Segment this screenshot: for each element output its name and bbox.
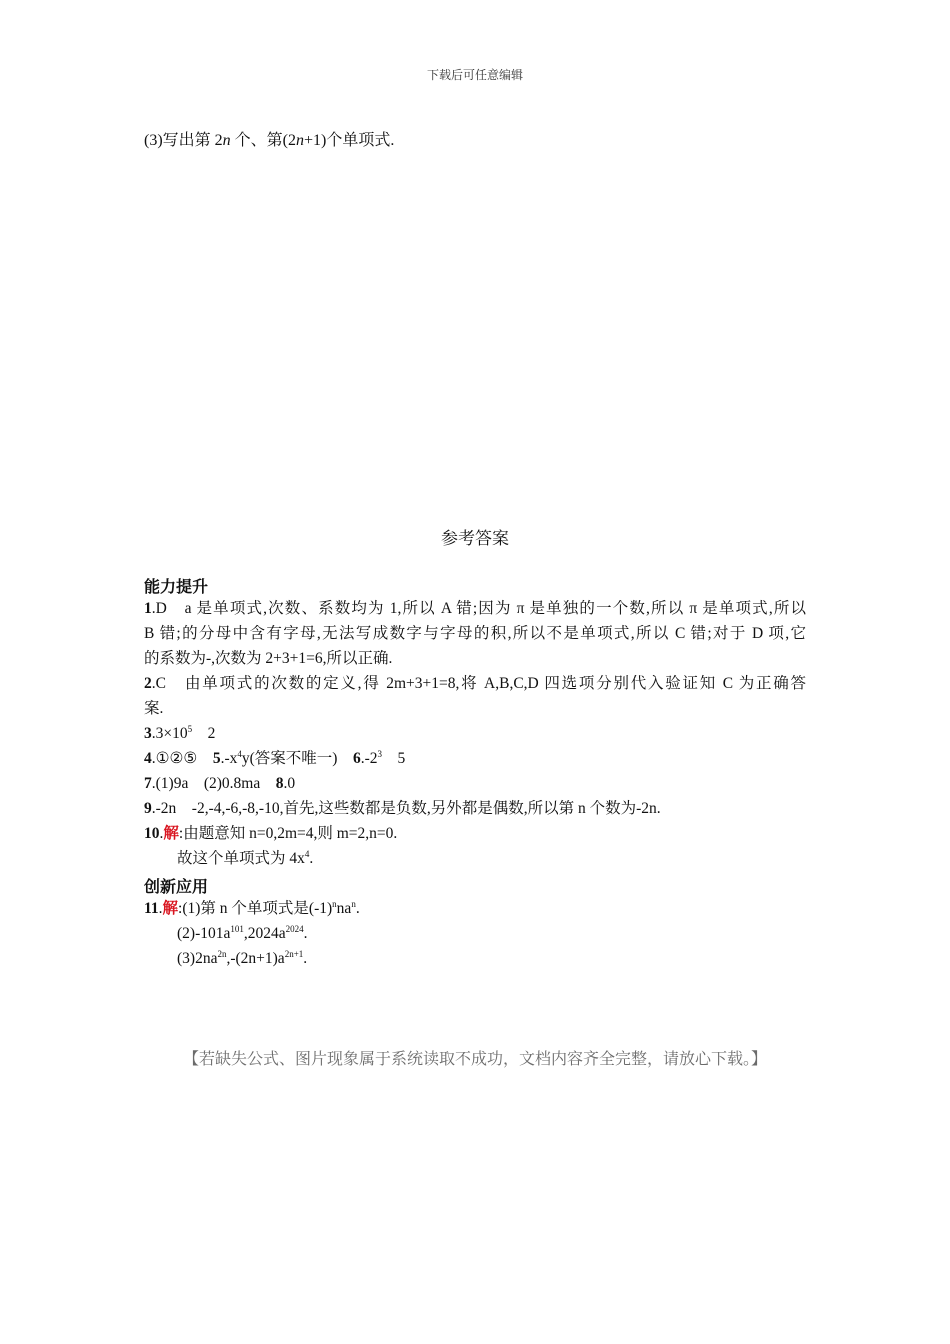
answer-1-line-1: 1.D a 是单项式,次数、系数均为 1,所以 A 错;因为 π 是单独的一个数,所以 π 是单项式,所以 <box>144 600 806 617</box>
section-innovation: 创新应用 <box>144 877 209 896</box>
answer-11-line-1: 11.解:(1)第 n 个单项式是$(-1)^nna^n$. <box>144 899 360 917</box>
answer-9: 9.-2n -2,-4,-6,-8,-10,首先,这些数都是负数,另外都是偶数,所以第 n 个数为-2n. <box>144 800 661 817</box>
answer-2-line-2: 案. <box>144 700 164 717</box>
answer-2-line-1: 2.C 由单项式的次数的定义,得 2m+3+1=8,将 A,B,C,D 四选项分别代入验证知 C 为正确答 <box>144 675 806 692</box>
answer-10-line-2: 故这个单项式为 $4x^4$. <box>177 849 314 867</box>
section-ability: 能力提升 <box>144 577 209 596</box>
download-notice: 【若缺失公式、图片现象属于系统读取不成功，文档内容齐全完整，请放心下载。】 <box>182 1051 767 1068</box>
answer-11-line-3: $(3)2na^{2n},-(2n+1)a^{2n+1}$. <box>177 949 308 967</box>
question-3: (3)写出第 2n 个、第(2n+1)个单项式. <box>144 132 395 149</box>
answer-3: $3.3\times 10^5$ 2 <box>144 724 216 742</box>
answer-10-line-1: 10.解:由题意知 n=0,2m=4,则 m=2,n=0. <box>144 825 398 842</box>
page-header: 下载后可任意编辑 <box>426 68 523 82</box>
answers-4-5-6: 4.①②⑤ $5.-x^4y$(答案不唯一) $6.-2^3$ 5 <box>144 749 406 767</box>
answer-11-line-2: $(2)-101a^{101},2024a^{2024}$. <box>177 924 308 942</box>
answers-7-8: 7.(1)9a (2)0.8ma 8.0 <box>144 775 296 792</box>
answers-title: 参考答案 <box>441 529 509 548</box>
answer-1-line-3: 的系数为-,次数为 2+3+1=6,所以正确. <box>144 650 393 667</box>
answer-1-line-2: B 错;的分母中含有字母,无法写成数字与字母的积,所以不是单项式,所以 C 错;对于 D 项,它 <box>144 625 806 642</box>
